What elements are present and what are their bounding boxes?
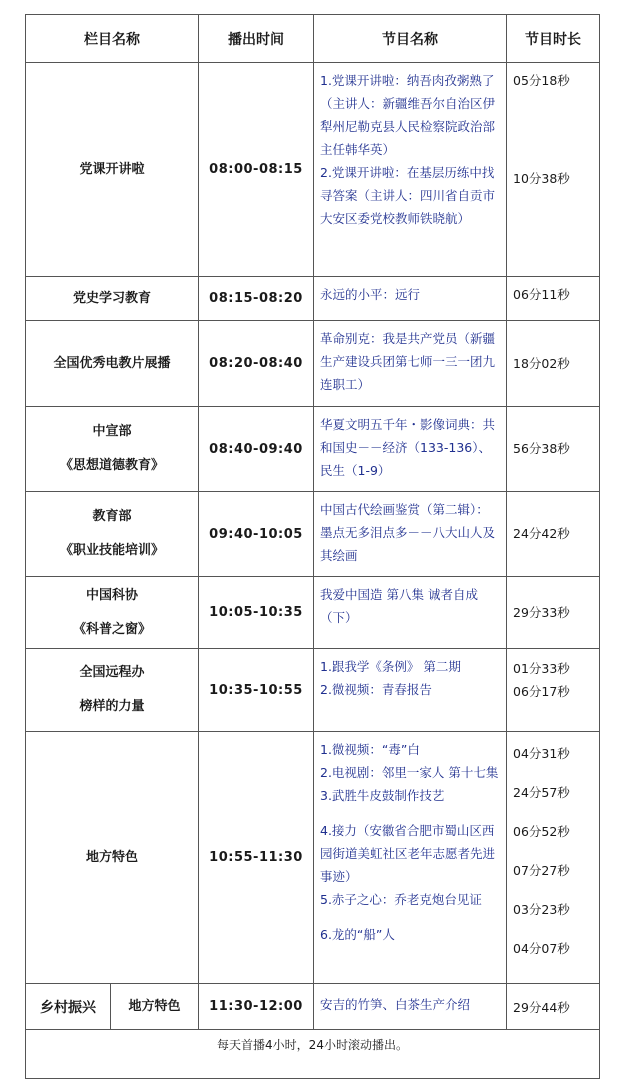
column-title: 中宣部	[92, 424, 132, 439]
footer-row	[26, 1030, 600, 1079]
header-column-name: 栏目名称	[26, 15, 199, 63]
air-time: 10:05-10:35	[199, 577, 314, 649]
column-subtitle: 《思想道德教育》	[59, 458, 164, 473]
program-cell	[314, 732, 507, 984]
column-title: 教育部	[92, 509, 132, 524]
program-item: 革命别克：我是共产党员（新疆生产建设兵团第七师一三一团九连职工）	[320, 331, 496, 392]
program-item: 6.龙的“船”人	[320, 927, 395, 942]
duration-item: 18分02秒	[513, 355, 570, 371]
header-air-time: 播出时间	[199, 15, 314, 63]
duration-cell	[507, 407, 600, 492]
duration-item: 04分07秒	[513, 941, 570, 956]
column-title-cell	[26, 649, 199, 732]
rural-sub: 地方特色	[111, 984, 199, 1030]
duration-cell	[507, 277, 600, 321]
column-title-cell	[26, 577, 199, 649]
rural-label: 乡村振兴	[26, 984, 111, 1030]
air-time: 08:00-08:15	[199, 63, 314, 277]
column-subtitle: 榜样的力量	[79, 699, 145, 714]
table-row	[26, 732, 600, 984]
duration-item: 24分42秒	[513, 526, 570, 541]
air-time: 08:15-08:20	[199, 277, 314, 321]
program-item: 中国古代绘画鉴赏（第二辑）：墨点无多泪点多－－八大山人及其绘画	[320, 502, 496, 563]
program-item: 1.党课开讲啦：纳吾肉孜粥熟了（主讲人：新疆维吾尔自治区伊犁州尼勒克县人民检察院政治部主任韩华英）	[320, 73, 496, 157]
program-item: 永远的小平：远行	[320, 287, 421, 302]
table-row	[26, 577, 600, 649]
air-time: 10:55-11:30	[199, 732, 314, 984]
program-item: 5.赤子之心：乔老克炮台见证	[320, 892, 482, 907]
duration-item: 07分27秒	[513, 863, 570, 878]
column-title: 党史学习教育	[72, 290, 151, 306]
air-time: 08:40-09:40	[199, 407, 314, 492]
program-item: 3.武胜牛皮鼓制作技艺	[320, 788, 445, 803]
column-title-cell	[26, 407, 199, 492]
duration-cell	[507, 732, 600, 984]
table-row	[26, 649, 600, 732]
duration-item: 01分33秒	[513, 661, 570, 676]
duration-item: 06分11秒	[513, 287, 570, 302]
program-cell	[314, 492, 507, 577]
column-title-cell	[26, 732, 199, 984]
column-title: 中国科协	[85, 587, 138, 603]
column-title-cell	[26, 277, 199, 321]
duration-cell	[507, 577, 600, 649]
duration-item: 04分31秒	[513, 746, 570, 761]
program-item: 2.电视剧：邻里一家人 第十七集	[320, 765, 499, 780]
program-item: 2.微视频：青春报告	[320, 682, 432, 697]
column-title: 党课开讲啦	[79, 161, 145, 177]
program-item: 1.跟我学《条例》 第二期	[320, 659, 461, 674]
header-row	[26, 15, 600, 63]
table-row	[26, 321, 600, 407]
duration-item: 06分17秒	[513, 684, 570, 699]
table-row	[26, 492, 600, 577]
header-duration: 节目时长	[507, 15, 600, 63]
duration-cell	[507, 649, 600, 732]
duration-item: 05分18秒	[513, 73, 570, 88]
header-program-name: 节目名称	[314, 15, 507, 63]
program-item: 4.接力（安徽省合肥市蜀山区西园街道美虹社区老年志愿者先进事迹）	[320, 823, 496, 884]
column-title-cell	[26, 321, 199, 407]
column-title-cell	[26, 492, 199, 577]
program-cell	[314, 577, 507, 649]
air-time: 09:40-10:05	[199, 492, 314, 577]
duration-item: 06分52秒	[513, 824, 570, 839]
program-item: 华夏文明五千年・影像词典：共和国史－－经济（133-136）、民生（1-9）	[320, 417, 496, 478]
schedule-table	[25, 14, 600, 1079]
duration-item: 03分23秒	[513, 902, 570, 917]
program-cell	[314, 649, 507, 732]
table-row	[26, 407, 600, 492]
program-item: 2.党课开讲啦：在基层历练中找寻答案（主讲人：四川省自贡市大安区委党校教师铁晓航）	[320, 165, 496, 226]
duration-item: 10分38秒	[513, 171, 570, 186]
program-item: 1.微视频：“毒”白	[320, 742, 420, 757]
air-time: 08:20-08:40	[199, 321, 314, 407]
program-cell	[314, 277, 507, 321]
table-row	[26, 277, 600, 321]
program-item: 安吉的竹笋、白茶生产介绍	[314, 984, 507, 1030]
duration-cell	[507, 63, 600, 277]
column-subtitle: 《职业技能培训》	[59, 543, 164, 558]
duration-item: 56分38秒	[513, 441, 570, 456]
column-title: 全国远程办	[79, 665, 145, 680]
column-title: 全国优秀电教片展播	[53, 355, 171, 371]
table-row	[26, 63, 600, 277]
column-title: 地方特色	[85, 849, 138, 865]
duration-item: 24分57秒	[513, 785, 570, 800]
program-item: 我爱中国造 第八集 诚者自成（下）	[320, 587, 478, 625]
program-cell	[314, 63, 507, 277]
column-subtitle: 《科普之窗》	[72, 621, 151, 637]
duration-item: 29分44秒	[507, 984, 600, 1030]
air-time: 11:30-12:00	[199, 984, 314, 1030]
table-row	[26, 984, 600, 1030]
program-cell	[314, 321, 507, 407]
duration-cell	[507, 492, 600, 577]
duration-item: 29分33秒	[513, 604, 570, 620]
column-title-cell	[26, 63, 199, 277]
air-time: 10:35-10:55	[199, 649, 314, 732]
footer-note: 每天首播4小时，24小时滚动播出。	[26, 1030, 600, 1079]
program-cell	[314, 407, 507, 492]
duration-cell	[507, 321, 600, 407]
